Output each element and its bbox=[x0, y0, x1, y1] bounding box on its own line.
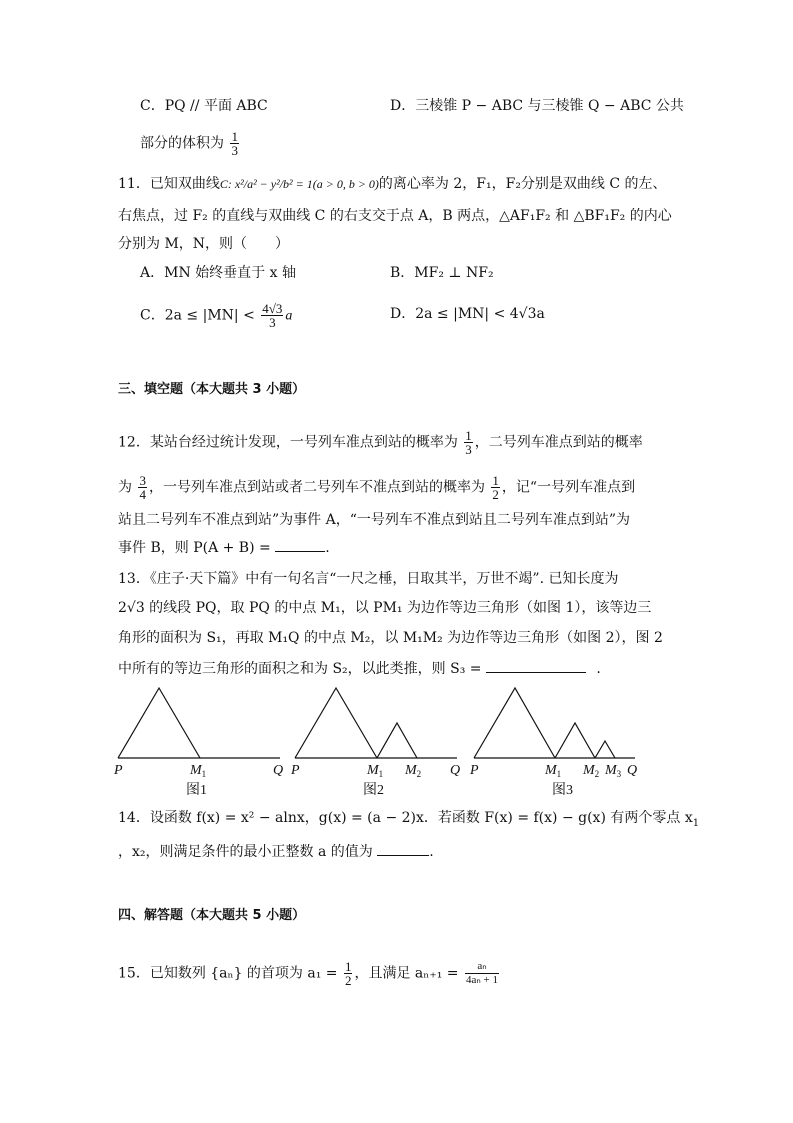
q11-line1-pre: 11．已知双曲线 bbox=[118, 176, 220, 192]
frac-denominator: 3 bbox=[465, 442, 472, 457]
q11-option-c-fraction bbox=[261, 302, 283, 329]
q15-recurrence-fraction bbox=[465, 960, 499, 987]
q12-line1-pre: 12．某站台经过统计发现，一号列车准点到站的概率为 bbox=[118, 434, 458, 451]
q12-line2-pre: 为 bbox=[118, 479, 132, 496]
q13-line4-pre: 中所有的等边三角形的面积之和为 S₂，以此类推，则 S₃ = bbox=[118, 661, 482, 677]
fig3-label-m3: $M_3$ bbox=[605, 763, 622, 779]
q14-line2-pre: ，x₂，则满足条件的最小正整数 a 的值为 bbox=[118, 844, 373, 860]
q13-line2: 2√3 的线段 PQ，取 PQ 的中点 M₁，以 PM₁ 为边作等边三角形（如图 1），该等边三 bbox=[118, 600, 652, 616]
q12-fraction-1-2 bbox=[491, 474, 500, 501]
q11-line1-post: 的离心率为 2，F₁，F₂分别是双曲线 C 的左、 bbox=[378, 176, 667, 192]
fig2-label-m1: $M_1$ bbox=[367, 763, 384, 779]
frac-numerator: 1 bbox=[492, 473, 499, 488]
q12-line4-pre: 事件 B，则 P(A + B) = bbox=[118, 540, 271, 556]
frac-denominator: 3 bbox=[231, 143, 238, 158]
fig3-triangle-2 bbox=[555, 723, 595, 758]
frac-denominator: 2 bbox=[344, 973, 352, 988]
frac-numerator: 1 bbox=[465, 428, 472, 443]
q11-line2: 右焦点，过 F₂ 的直线与双曲线 C 的右支交于点 A，B 两点，△AF₁F₂ 和 △BF₁F₂ 的内心 bbox=[118, 208, 672, 224]
q15-fraction-1-2 bbox=[344, 960, 353, 987]
q10-option-d-text: 部分的体积为 bbox=[140, 135, 224, 152]
fig2-triangle-1 bbox=[295, 688, 377, 758]
q10-option-c: C．PQ // 平面 ABC bbox=[140, 98, 268, 114]
triangle-figures bbox=[0, 680, 793, 800]
fig2-caption: 图2 bbox=[363, 783, 384, 798]
q14-line1-sub: 1 bbox=[692, 817, 700, 829]
frac-numerator: 1 bbox=[231, 129, 238, 144]
section-heading-fill-in: 三、填空题（本大题共 3 小题） bbox=[118, 382, 306, 397]
q15-line1 bbox=[118, 960, 501, 987]
q12-line1-post: ，二号列车准点到站的概率 bbox=[474, 434, 643, 451]
q11-option-b: B．MF₂ ⊥ NF₂ bbox=[390, 265, 494, 281]
q13-line1: 13．《庄子·天下篇》中有一句名言“一尺之棰，日取其半，万世不竭”. 已知长度为 bbox=[118, 571, 619, 587]
q15-mid: ，且满足 aₙ₊₁ = bbox=[354, 965, 459, 982]
frac-denominator: 4aₙ + 1 bbox=[465, 974, 498, 986]
q12-fraction-3-4 bbox=[138, 474, 147, 501]
q14-line2-post: . bbox=[429, 844, 434, 860]
q11-line1 bbox=[118, 174, 667, 194]
q10-fraction bbox=[230, 130, 239, 157]
q12-line3: 站且二号列车不准点到站”为事件 A，“一号列车不准点到站且二号列车准点到站”为 bbox=[118, 512, 631, 528]
q11-option-a: A．MN 始终垂直于 x 轴 bbox=[140, 265, 296, 281]
q10-option-d: D．三棱锥 P − ABC 与三棱锥 Q − ABC 公共 bbox=[390, 98, 684, 114]
q12-line2-mid: ，一号列车准点到站或者二号列车不准点到站的概率为 bbox=[148, 479, 485, 496]
q11-option-c bbox=[140, 302, 292, 329]
q12-line2 bbox=[118, 474, 635, 501]
frac-denominator: 4 bbox=[139, 487, 146, 502]
q11-option-d: D．2a ≤ |MN| < 4√3a bbox=[390, 306, 545, 322]
frac-numerator: aₙ bbox=[465, 960, 499, 974]
fig1-label-q: Q bbox=[273, 763, 284, 778]
fig3-label-m2: $M_2$ bbox=[583, 763, 600, 779]
fig3-triangle-1 bbox=[474, 688, 555, 758]
answer-blank[interactable] bbox=[275, 551, 325, 552]
q10-option-d-cont bbox=[140, 130, 241, 157]
q15-pre: 15．已知数列 {aₙ} 的首项为 a₁ = bbox=[118, 965, 338, 982]
q11-option-c-post: a bbox=[285, 308, 293, 324]
fig3-caption: 图3 bbox=[552, 783, 573, 798]
q11-hyperbola-equation: C: x²/a² − y²/b² = 1(a > 0, b > 0) bbox=[219, 177, 379, 191]
fig3-triangle-3 bbox=[595, 741, 615, 758]
q11-line3: 分别为 M，N，则（ ） bbox=[118, 236, 290, 252]
fig2-label-q: Q bbox=[450, 763, 461, 778]
q11-option-c-pre: C．2a ≤ |MN| < bbox=[140, 307, 255, 324]
q12-fraction-1-3 bbox=[464, 429, 473, 456]
fig2-label-p: P bbox=[291, 763, 300, 778]
answer-blank[interactable] bbox=[486, 672, 586, 673]
q14-line1-pre: 14．设函数 f(x) = x² − alnx，g(x) = (a − 2)x．若函数 F(x) = f(x) − g(x) 有两个零点 x bbox=[118, 810, 693, 826]
frac-denominator: 2 bbox=[492, 487, 499, 502]
fig1-triangle bbox=[118, 688, 200, 758]
frac-numerator: 3 bbox=[139, 473, 146, 488]
q14-line2 bbox=[118, 842, 434, 862]
frac-numerator: 1 bbox=[344, 959, 352, 974]
frac-numerator: 4√3 bbox=[262, 301, 283, 316]
q13-line4 bbox=[118, 659, 601, 679]
q12-line4-post: . bbox=[325, 540, 330, 556]
fig1-label-m1: $M_1$ bbox=[190, 763, 207, 779]
q14-line1 bbox=[118, 808, 699, 834]
q13-line3: 角形的面积为 S₁，再取 M₁Q 的中点 M₂，以 M₁M₂ 为边作等边三角形（如图 2），图 2 bbox=[118, 630, 663, 646]
fig3-label-q: Q bbox=[627, 763, 638, 778]
q12-line2-post: ，记“一号列车准点到 bbox=[501, 479, 636, 496]
fig2-label-m2: $M_2$ bbox=[405, 763, 422, 779]
section-heading-solutions: 四、解答题（本大题共 5 小题） bbox=[118, 908, 306, 923]
q13-line4-post: . bbox=[596, 661, 601, 677]
fig1-label-p: P bbox=[114, 763, 123, 778]
q12-line4 bbox=[118, 538, 330, 558]
fig2-triangle-2 bbox=[377, 723, 417, 758]
q12-line1 bbox=[118, 429, 643, 456]
fig1-caption: 图1 bbox=[186, 783, 207, 798]
fig3-label-m1: $M_1$ bbox=[545, 763, 562, 779]
answer-blank[interactable] bbox=[377, 855, 429, 856]
fig3-label-p: P bbox=[470, 763, 479, 778]
frac-denominator: 3 bbox=[269, 315, 276, 330]
